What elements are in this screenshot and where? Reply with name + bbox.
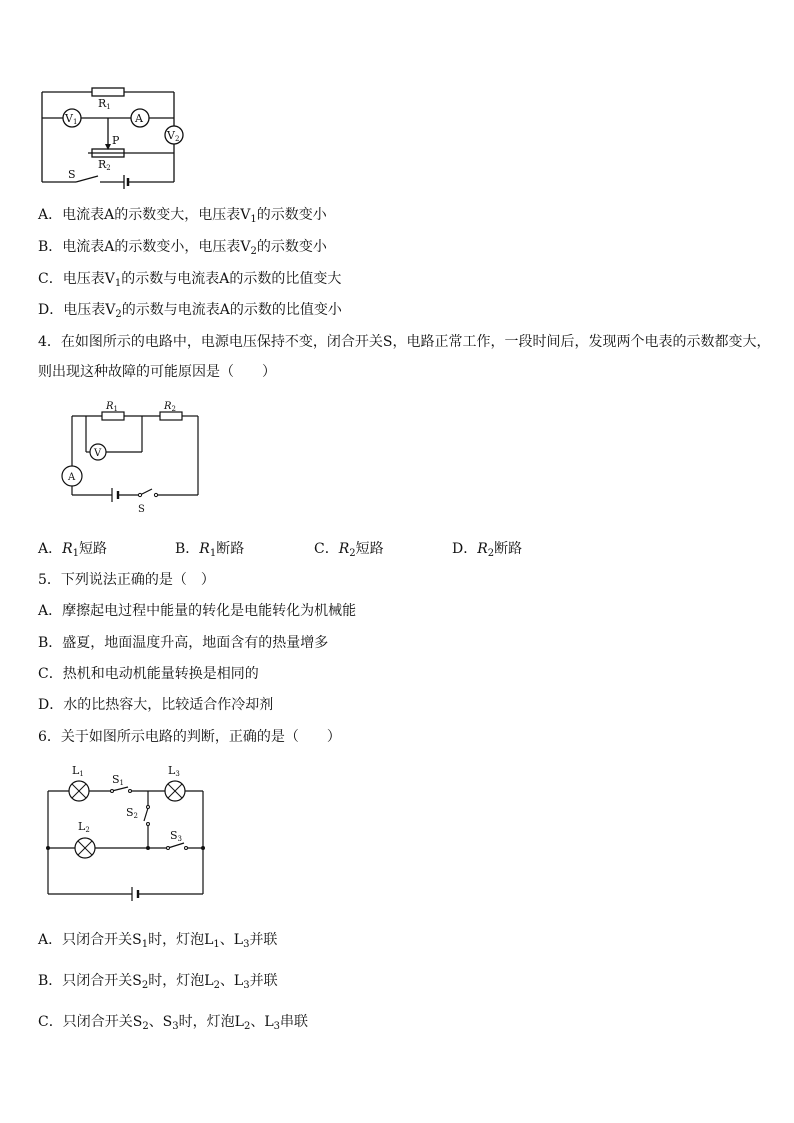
slider-label: P: [112, 134, 120, 147]
svg-text:L2: L2: [78, 820, 90, 834]
s1-label: S: [112, 773, 120, 786]
switch-contact-icon: [154, 493, 157, 496]
l1-label: L: [72, 764, 80, 777]
svg-text:V2: V2: [167, 129, 180, 143]
s3-label: S: [170, 829, 178, 842]
r1-label: R: [98, 97, 107, 110]
battery-icon: [132, 887, 138, 901]
svg-text:R1: $R_1$: [106, 401, 118, 413]
q5-option-d: D．水的比热容大，比较适合作冷却剂: [38, 697, 274, 713]
battery-icon: [112, 488, 118, 502]
q5-stem: 5．下列说法正确的是（ ）: [38, 572, 215, 588]
q3-option-c: C．电压表$V_1$的示数与电流表A的示数的比值变大: [38, 271, 342, 289]
circuit-diagram-q4: [56, 398, 206, 514]
q6-option-a: A．只闭合开关$S_1$时，灯泡$L_1$、$L_3$并联: [38, 932, 278, 950]
battery-icon: [124, 175, 128, 189]
svg-text:S1: S1: [112, 773, 125, 787]
q4-option-c: C．$R_2$短路: [314, 541, 384, 559]
v1-label: V: [65, 112, 73, 125]
q3-option-a: A．电流表A的示数变大，电压表$V_1$的示数变小: [38, 207, 327, 225]
s2-label: S: [126, 806, 134, 819]
q5-option-c: C．热机和电动机能量转换是相同的: [38, 666, 259, 682]
q3-option-d: D．电压表$V_2$的示数与电流表A的示数的比值变小: [38, 302, 342, 320]
q4-option-d: D．$R_2$断路: [452, 541, 523, 559]
svg-text:S3: S3: [170, 829, 183, 843]
circuit-diagram-q6: [44, 762, 209, 898]
q5-option-a: A．摩擦起电过程中能量的转化是电能转化为机械能: [38, 603, 357, 619]
q6-stem: 6．关于如图所示电路的判断，正确的是（ ）: [38, 729, 341, 745]
circuit-diagram-q3: [38, 84, 188, 189]
q6-option-c: C．只闭合开关$S_2$、$S_3$时，灯泡$L_2$、$L_3$串联: [38, 1014, 308, 1032]
voltmeter-label: V: [94, 448, 102, 459]
svg-text:L3: L3: [168, 764, 180, 778]
l2-label: L: [78, 820, 86, 833]
switch-label: S: [138, 504, 145, 515]
q5-option-b: B．盛夏，地面温度升高，地面含有的热量增多: [38, 635, 329, 651]
q6-option-b: B．只闭合开关$S_2$时，灯泡$L_2$、$L_3$并联: [38, 973, 278, 991]
lamp-l3-icon: [165, 781, 185, 801]
l3-label: L: [168, 764, 176, 777]
q4-stem-line2: 则出现这种故障的可能原因是（ ）: [38, 364, 276, 380]
svg-text:S2: S2: [126, 806, 139, 820]
q4-stem-line1: 4．在如图所示的电路中，电源电压保持不变，闭合开关S，电路正常工作，一段时间后，发现两个电表的示数都变大，: [38, 334, 771, 350]
svg-text:R1: R1: [98, 97, 111, 111]
v2-label: V: [167, 129, 175, 142]
svg-text:V1: V1: [65, 112, 78, 126]
ammeter-label: A: [68, 472, 76, 483]
switch-label: S: [68, 168, 76, 181]
r2-label: R: [164, 401, 172, 412]
switch-contact-icon: [138, 493, 141, 496]
svg-text:R2: R2: [98, 158, 111, 172]
q3-option-b: B．电流表A的示数变小，电压表$V_2$的示数变小: [38, 239, 327, 257]
q4-option-a: A．$R_1$短路: [38, 541, 108, 559]
r1-label: R: [106, 401, 114, 412]
svg-text:L1: L1: [72, 764, 84, 778]
lamp-l1-icon: [69, 781, 89, 801]
ammeter-label: A: [135, 112, 143, 125]
r2-label: R: [98, 158, 107, 171]
lamp-l2-icon: [75, 838, 95, 858]
svg-text:R2: $R_2$: [164, 401, 176, 413]
q4-option-b: B．$R_1$断路: [175, 541, 245, 559]
